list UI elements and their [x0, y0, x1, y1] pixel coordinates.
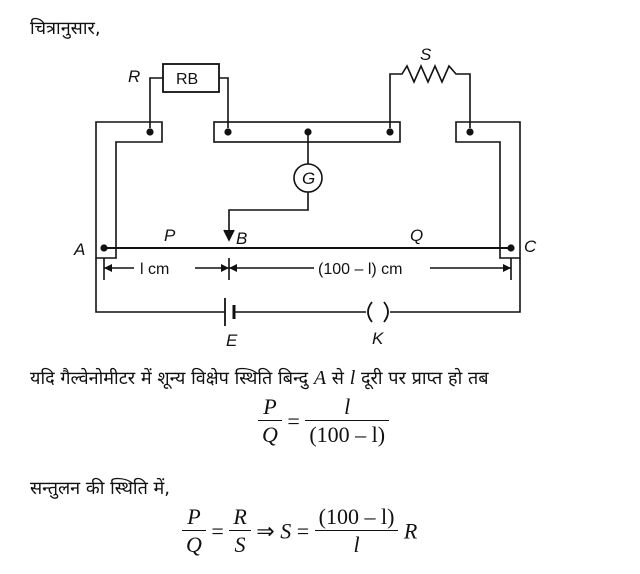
left-copper-strip: [96, 122, 162, 258]
equation-2: $\frac{P}{Q}$ = $\frac{R}{S}$ ⇒ S = $\frac{(100 - l)}{l}$ R: [182, 504, 417, 559]
label-A: A: [74, 240, 86, 259]
label-E: E: [226, 331, 238, 350]
label-P: P: [164, 226, 176, 245]
label-RB: RB: [176, 71, 199, 88]
statement-1: यदि गैल्वेनोमीटर में शून्य विक्षेप स्थिति बिन्दु A से l दूरी पर प्राप्त हो तब: [30, 367, 489, 389]
unknown-resistor-S: [390, 66, 470, 128]
label-Q: Q: [410, 226, 424, 245]
label-R: R: [128, 67, 141, 86]
statement-2: सन्तुलन की स्थिति में,: [30, 478, 171, 499]
label-C: C: [524, 237, 537, 256]
label-K: K: [372, 329, 384, 348]
right-copper-strip: [456, 122, 520, 258]
label-right-length: (100 – l) cm: [318, 261, 403, 278]
label-G: G: [302, 169, 316, 188]
fraction-P-over-Q: $\frac{P}{Q}$: [258, 394, 282, 449]
label-B: B: [236, 229, 248, 248]
label-S: S: [420, 45, 432, 64]
key-K: [368, 302, 388, 322]
intro-text: चित्रानुसार,: [30, 18, 101, 39]
label-left-length: l cm: [140, 261, 170, 278]
equation-1: $\frac{P}{Q}$ = $\frac{l}{(100 - l)}$: [258, 394, 389, 449]
result-R: R: [403, 518, 418, 544]
fraction-P-over-Q-2: $\frac{P}{Q}$: [182, 504, 206, 559]
fraction-l-over-100-minus-l: $\frac{l}{(100 - l)}$: [305, 394, 389, 449]
result-S: S: [280, 518, 292, 544]
jockey-arrow: [224, 230, 234, 240]
fraction-R-over-S: $\frac{R}{S}$: [229, 504, 250, 559]
fraction-100-minus-l-over-l: $\frac{(100 - l)}{l}$: [315, 504, 399, 559]
implies-symbol: ⇒: [256, 518, 275, 544]
